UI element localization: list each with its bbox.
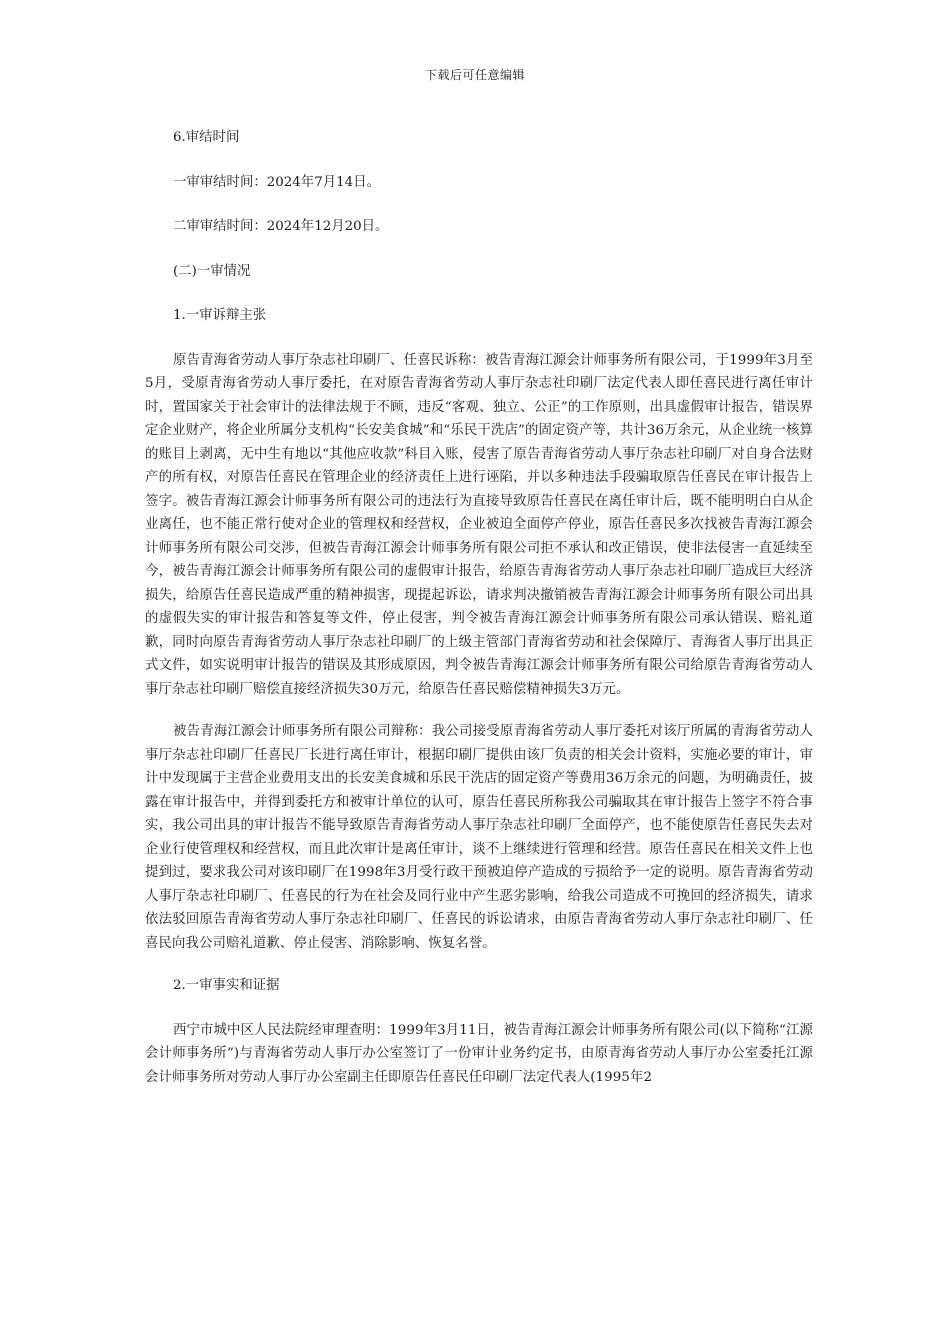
subsection-2-title: 2.一审事实和证据 <box>173 978 280 993</box>
page-header: 下载后可任意编辑 <box>424 68 525 82</box>
defendant-defense-paragraph: 被告青海江源会计师事务所有限公司辩称：我公司接受原青海省劳动人事厅委托对该厅所属的青海省劳动人事厅杂志社印刷厂任喜民厂长进行离任审计，根据印刷厂提供由该厂负责的相关会计资料，实施必要的审计，审计中发现属于主营企业费用支出的长安美食城和乐民干洗店的固定资产等费用36万余元的问题，为明确责任，披露在审计报告中，并得到委托方和被审计单位的认可，原告任喜民所称我公司骗取其在审计报告上签字不符合事实，我公司出具的审计报告不能导致原告青海省劳动人事厅杂志社印刷厂全面停产，也不能使原告任喜民失去对企业行使管理权和经营权，而且此次审计是离任审计，谈不上继续进行管理和经营。原告任喜民在相关文件上也提到过，要求我公司对该印刷厂在1998年3月受行政干预被迫停产造成的亏损给予一定的说明。原告青海省劳动人事厅杂志社印刷厂、任喜民的行为在社会及同行业中产生恶劣影响，给我公司造成不可挽回的经济损失，请求依法驳回原告青海省劳动人事厅杂志社印刷厂、任喜民的诉讼请求，由原告青海省劳动人事厅杂志社印刷厂、任喜民向我公司赔礼道歉、停止侵害、消除影响、恢复名誉。 <box>145 724 813 951</box>
subsection-1-title: 1.一审诉辩主张 <box>173 308 267 323</box>
first-instance-date: 一审审结时间：2024年7月14日。 <box>173 174 380 190</box>
second-instance-date: 二审审结时间：2024年12月20日。 <box>173 219 389 234</box>
section-6-title: 6.审结时间 <box>173 130 240 145</box>
court-findings-paragraph: 西宁市城中区人民法院经审理查明：1999年3月11日，被告青海江源会计师事务所有限公司(以下简称“江源会计师事务所”)与青海省劳动人事厅办公室签订了一份审计业务约定书，由原青海省劳动人事厅办公室委托江源会计师事务所对劳动人事厅办公室副主任即原告任喜民任印刷厂法定代表人(1995年2 <box>145 1022 813 1085</box>
section-two-title: (二)一审情况 <box>173 263 251 279</box>
document-body <box>145 126 813 1108</box>
plaintiff-claim-paragraph: 原告青海省劳动人事厅杂志社印刷厂、任喜民诉称：被告青海江源会计师事务所有限公司，于1999年3月至5月，受原青海省劳动人事厅委托，在对原告青海省劳动人事厅杂志社印刷厂法定代表人即任喜民进行离任审计时，置国家关于社会审计的法律法规于不顾，违反“客观、独立、公正”的工作原则，出具虚假审计报告，错误界定企业财产，将企业所属分支机构“长安美食城”和“乐民干洗店”的固定资产等，共计36万余元，从企业统一核算的账目上剥离，无中生有地以“其他应收款”科目入账，侵害了原告青海省劳动人事厅杂志社印刷厂对自身合法财产的所有权，对原告任喜民在管理企业的经济责任上进行诬陷，并以多种违法手段骗取原告任喜民在审计报告上签字。被告青海江源会计师事务所有限公司的违法行为直接导致原告任喜民在离任审计后，既不能明明白白从企业离任，也不能正常行使对企业的管理权和经营权，企业被迫全面停产停业，原告任喜民多次找被告青海江源会计师事务所有限公司交涉，但被告青海江源会计师事务所有限公司拒不承认和改正错误，使非法侵害一直延续至今，被告青海江源会计师事务所有限公司的虚假审计报告，给原告青海省劳动人事厅杂志社印刷厂造成巨大经济损失，给原告任喜民造成严重的精神损害，现提起诉讼，请求判决撤销被告青海江源会计师事务所有限公司出具的虚假失实的审计报告和答复等文件，停止侵害，判令被告青海江源会计师事务所有限公司承认错误、赔礼道歉，同时向原告青海省劳动人事厅杂志社印刷厂的上级主管部门青海省劳动和社会保障厅、青海省人事厅出具正式文件，如实说明审计报告的错误及其形成原因，判令被告青海江源会计师事务所有限公司给原告青海省劳动人事厅杂志社印刷厂赔偿直接经济损失30万元，给原告任喜民赔偿精神损失3万元。 <box>145 352 813 697</box>
